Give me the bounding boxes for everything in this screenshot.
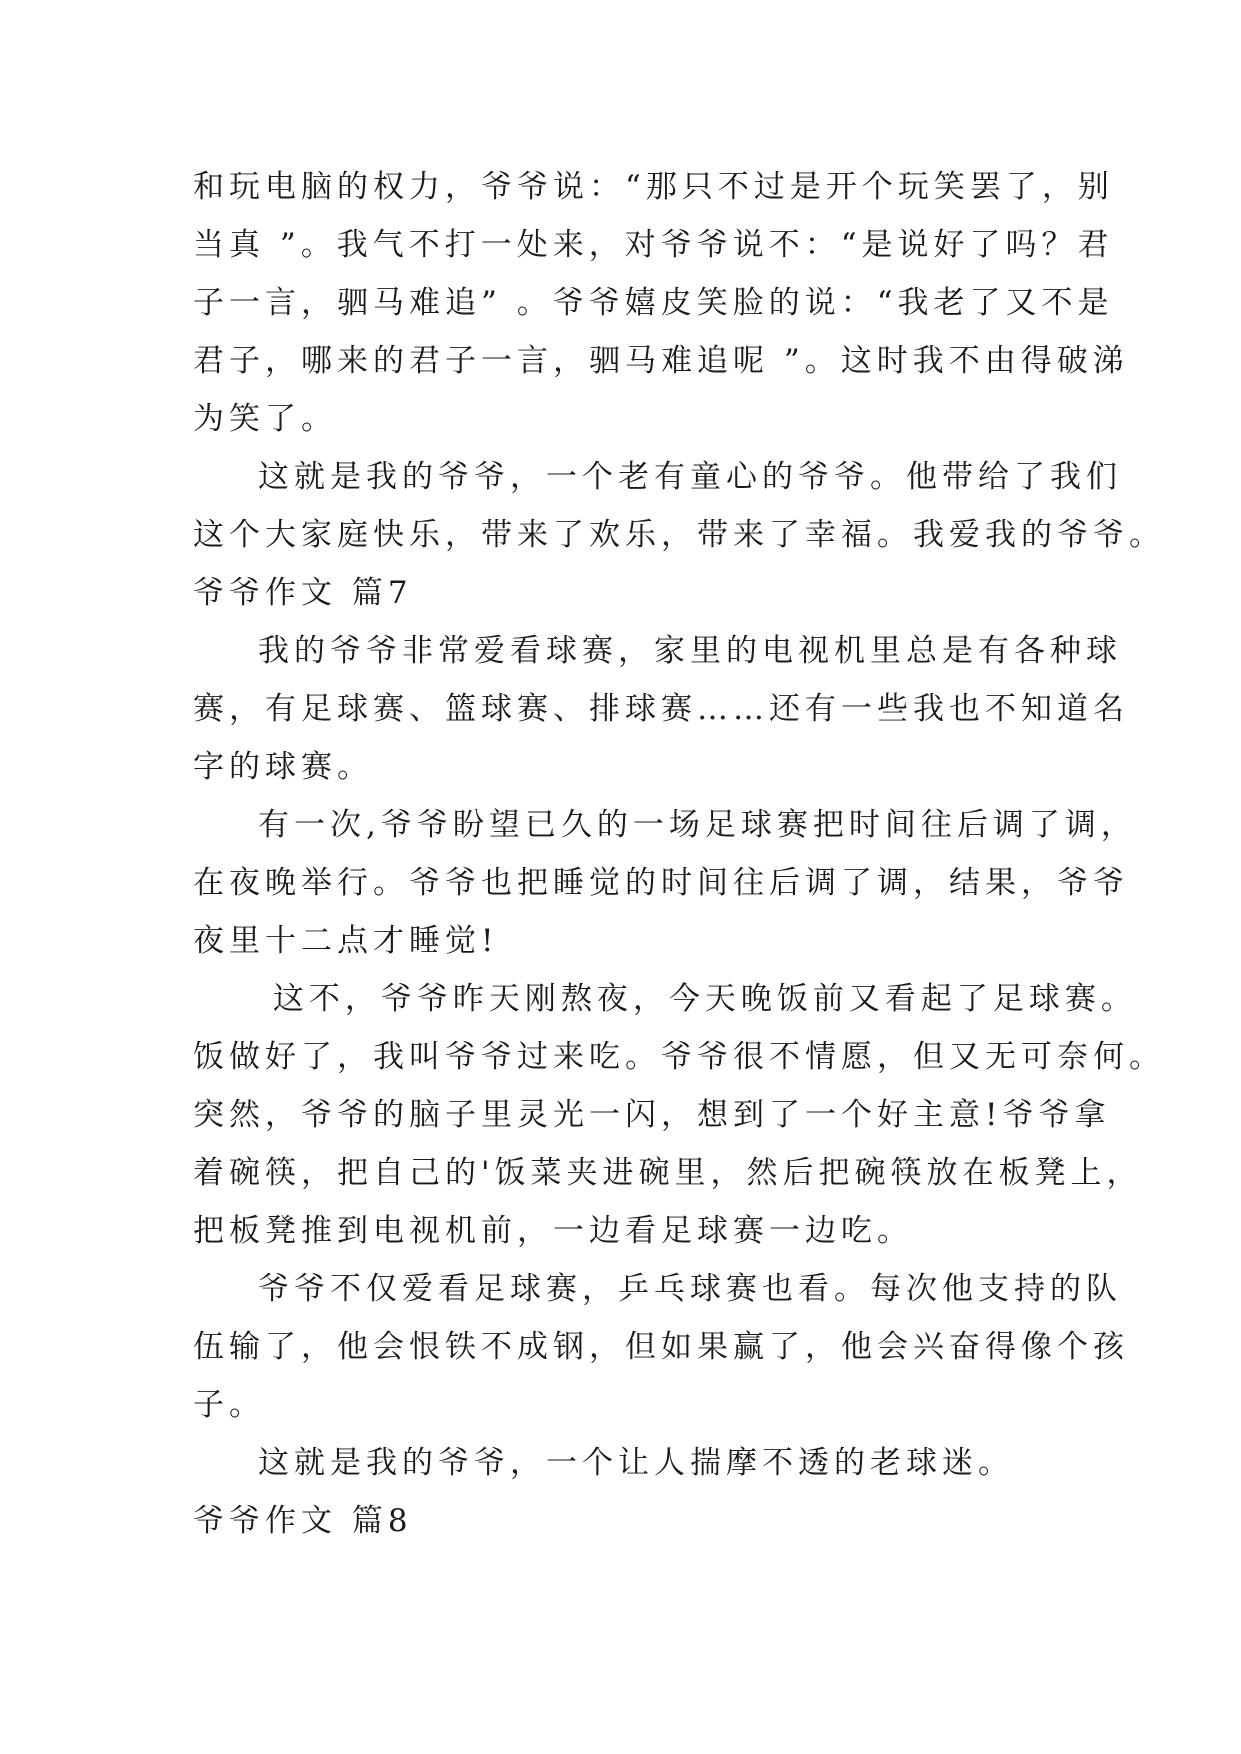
text-line: 当真 ”。我气不打一处来，对爷爷说不：“是说好了吗？君 <box>193 227 1114 263</box>
text-line: 这就是我的爷爷，一个让人揣摩不透的老球迷。 <box>258 1445 1014 1481</box>
essay-text <box>193 158 1165 1550</box>
section-heading: 爷爷作文 篇8 <box>193 1503 413 1539</box>
text-line: 夜里十二点才睡觉! <box>193 923 499 959</box>
text-line: 在夜晚举行。爷爷也把睡觉的时间往后调了调，结果，爷爷 <box>193 865 1129 901</box>
text-line: 和玩电脑的权力，爷爷说：“那只不过是开个玩笑罢了，别 <box>193 169 1114 205</box>
text-line: 这就是我的爷爷，一个老有童心的爷爷。他带给了我们 <box>258 459 1122 495</box>
text-line: 有一次,爷爷盼望已久的一场足球赛把时间往后调了调， <box>258 807 1137 843</box>
text-line: 赛，有足球赛、篮球赛、排球赛……还有一些我也不知道名 <box>193 691 1129 727</box>
text-line: 饭做好了，我叫爷爷过来吃。爷爷很不情愿，但又无可奈何。 <box>193 1039 1165 1075</box>
text-line: 着碗筷，把自己的'饭菜夹进碗里，然后把碗筷放在板凳上， <box>193 1155 1143 1191</box>
text-line: 这个大家庭快乐，带来了欢乐，带来了幸福。我爱我的爷爷。 <box>193 517 1165 553</box>
text-line: 把板凳推到电视机前，一边看足球赛一边吃。 <box>193 1213 913 1249</box>
text-line: 子一言，驷马难追” 。爷爷嬉皮笑脸的说：“我老了又不是 <box>193 285 1114 321</box>
text-line: 伍输了，他会恨铁不成钢，但如果赢了，他会兴奋得像个孩 <box>193 1329 1129 1365</box>
text-line: 为笑了。 <box>193 401 337 437</box>
section-heading: 爷爷作文 篇7 <box>193 575 413 611</box>
text-line: 字的球赛。 <box>193 749 373 785</box>
text-line: 这不，爷爷昨天刚熬夜，今天晚饭前又看起了足球赛。 <box>258 981 1137 1017</box>
text-line: 君子，哪来的君子一言，驷马难追呢 ”。这时我不由得破涕 <box>193 343 1129 379</box>
text-line: 子。 <box>193 1387 265 1423</box>
text-line: 我的爷爷非常爱看球赛，家里的电视机里总是有各种球 <box>258 633 1122 669</box>
text-line: 突然，爷爷的脑子里灵光一闪，想到了一个好主意!爷爷拿 <box>193 1097 1111 1133</box>
text-line: 爷爷不仅爱看足球赛，乒乓球赛也看。每次他支持的队 <box>258 1271 1122 1307</box>
